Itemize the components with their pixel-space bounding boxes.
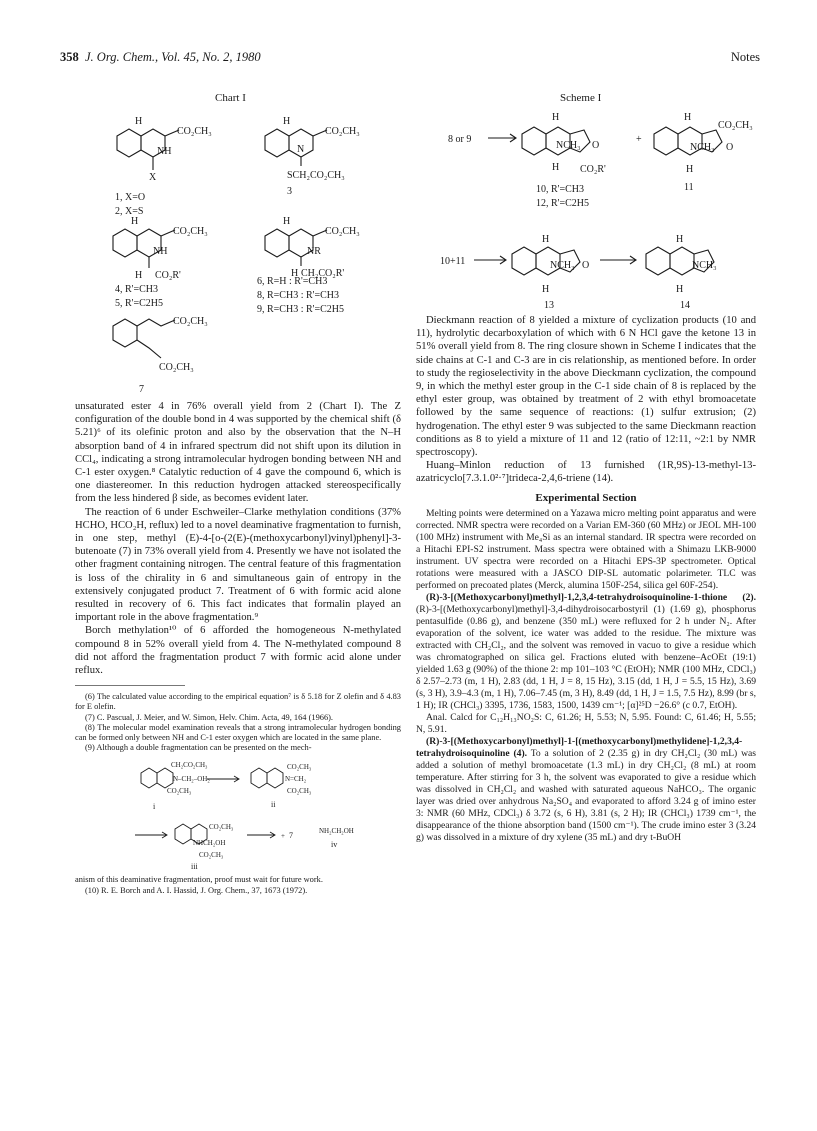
- svg-text:NCH₃: NCH₃: [556, 140, 581, 151]
- svg-text:O: O: [592, 140, 600, 151]
- svg-text:H: H: [291, 268, 299, 279]
- header-left: [60, 50, 261, 65]
- svg-text:CO₂CH₃: CO₂CH₃: [209, 823, 234, 832]
- svg-text:N=CH₂: N=CH₂: [285, 775, 307, 784]
- mech-label-iv: iv: [331, 840, 338, 850]
- svg-text:N: N: [297, 144, 305, 155]
- svg-text:CO₂CH₃: CO₂CH₃: [718, 120, 753, 131]
- right-paragraph-2: Huang–Minlon reduction of 13 furnished (1R,9S)-13-methyl-13-azatricyclo[7.3.1.0²·⁷]trideca-2,4,6-triene (14).: [416, 460, 756, 485]
- footnote-9-continued: anism of this deaminative fragmentation, proof must wait for future work.: [75, 875, 323, 885]
- svg-text:N–CH₂–OH₂: N–CH₂–OH₂: [173, 775, 210, 784]
- label-compound-3: 3: [287, 186, 292, 197]
- label-compound-12: 12, R'=C2H5: [536, 198, 590, 209]
- svg-text:CO₂CH₃: CO₂CH₃: [325, 126, 360, 137]
- footnote-10: (10) R. E. Borch and A. I. Hassid, J. Org. Chem., 37, 1673 (1972).: [85, 885, 308, 895]
- footnote-9: (9) Although a double fragmentation can be presented on the mech-: [85, 743, 312, 753]
- entry-thione-2-analysis: Anal. Calcd for C₁₂H₁₃NO₂S: C, 61.26; H, 5.53; N, 5.95. Found: C, 61.46; H, 5.55; N, 5.91.: [416, 711, 756, 735]
- svg-text:CO₂CH₃: CO₂CH₃: [177, 126, 212, 137]
- experimental-section-title: Experimental Section: [535, 491, 637, 504]
- left-column: [75, 400, 401, 896]
- label-compound-10: 10, R'=CH3: [536, 184, 585, 195]
- svg-text:NR: NR: [307, 246, 321, 257]
- svg-text:CO₂CH₃: CO₂CH₃: [167, 787, 192, 796]
- left-paragraph-2: The reaction of 6 under Eschweiler–Clarke methylation conditions (37% HCHO, HCO₂H, reflux) led to a novel deaminative fragmentation to furnish, in one step, methyl (E)-4-[o-(2(E)-(methoxycarbonyl)vinyl)phenyl]-3-butenoate (7) in 73% overall yield from 4. Presently we have not isolated the other fragment containing nitrogen. The central feature of this fragmentation is loss of the chirality in 6 and simultaneous gain of entropy in the extensively conjugated product 7. Treatment of 6 with formic acid alone resulted in recovery of 6. This fact indicates that formalin played an important role in the above fragmentation.⁹: [75, 506, 401, 624]
- svg-text:NH: NH: [153, 246, 168, 257]
- svg-text:CO₂CH₃: CO₂CH₃: [173, 226, 208, 237]
- entry-thione-2-body: (R)-3-[(Methoxycarbonyl)methyl]-3,4-dihydroisocarbostyril (1) (1.69 g), phosphorus pentasulfide (0.86 g), and benzene (350 mL) were refluxed for 2 h under N₂. After evaporation of the solvent, ice water was added to the residue. The mixture was extracted with CH₂Cl₂, and the solvent was removed in vacuo to give a residue which was chromatographed on silica gel. Fractions eluted with benzene–AcOEt (19:1) yielded 1.63 g (90%) of the thione 2: mp 101–103 °C (EtOH); NMR (100 MHz, CDCl₃) δ 2.57–2.73 (m, 1 H), 2.83 (dd, 1 H, J = 8, 15 Hz), 3.15 (dd, 1 H, J = 5.5, 15 Hz), 3.69 (s, 3 H), 3.9–4.3 (m, 1 H), 7.06–7.45 (m, 3 H), 8.49 (dd, 1 H, J = 1.5, 7.5 Hz), 8.99 (br s, 1 H); IR (CHCl₃) 3395, 1736, 1583, 1500, 1439 cm⁻¹; [α]²⁵D −26.6° (c 0.7, EtOH).: [416, 603, 756, 711]
- entry-thione-2: [416, 592, 756, 712]
- label-compound-2: 2, X=S: [115, 206, 144, 217]
- label-compound-9: 9, R=CH3 : R'=C2H5: [257, 304, 344, 315]
- label-compound-14: 14: [680, 300, 690, 311]
- label-compound-5: 5, R'=C2H5: [115, 298, 164, 309]
- left-paragraph-3: Borch methylation¹⁰ of 6 afforded the homogeneous N-methylated compound 8 in 52% overall yield from 4. The N-methylated compound 8 did not afford the fragmentation product 7 with formic acid alone under reflux.: [75, 625, 401, 677]
- svg-text:NCH₃: NCH₃: [692, 260, 717, 271]
- svg-text:H: H: [552, 112, 560, 123]
- mech-label-i: i: [153, 802, 156, 812]
- mech-label-iii: iii: [191, 862, 198, 872]
- scheme-reactant: 8 or 9: [448, 134, 472, 145]
- right-column: [416, 314, 756, 844]
- label-compound-13: 13: [544, 300, 554, 311]
- svg-text:H: H: [676, 234, 684, 245]
- svg-text:H: H: [542, 284, 550, 295]
- svg-text:+: +: [281, 832, 285, 841]
- svg-text:H: H: [686, 164, 694, 175]
- entry-thione-2-title: (R)-3-[(Methoxycarbonyl)methyl]-1,2,3,4-tetrahydroisoquinoline-1-thione (2).: [426, 591, 756, 603]
- svg-text:O: O: [582, 260, 590, 271]
- svg-text:CH₂CO₂R': CH₂CO₂R': [301, 268, 345, 279]
- svg-text:H: H: [552, 162, 560, 173]
- svg-text:CO₂R': CO₂R': [580, 164, 606, 175]
- svg-text:H: H: [684, 112, 692, 123]
- svg-text:NH: NH: [157, 146, 172, 157]
- svg-text:CO₂CH₃: CO₂CH₃: [325, 226, 360, 237]
- footnote-6: (6) The calculated value according to the empirical equation⁷ is δ 5.18 for Z olefin and δ 4.83 for E olefin.: [75, 692, 401, 712]
- footnote-8: (8) The molecular model examination reveals that a strong intramolecular hydrogen bonding can be formed only between NH and C-1 ester oxygen which are located in the same plane.: [75, 722, 401, 743]
- scheme-structures: [440, 106, 760, 312]
- svg-text:H: H: [676, 284, 684, 295]
- svg-text:H: H: [542, 234, 550, 245]
- mech-label-7: 7: [289, 831, 293, 841]
- svg-text:H: H: [135, 116, 143, 127]
- svg-text:H: H: [131, 216, 139, 227]
- page-number: 358: [60, 50, 79, 64]
- mech-label-ii: ii: [271, 800, 276, 810]
- label-compound-4: 4, R'=CH3: [115, 284, 159, 295]
- svg-text:NH₂CH₂OH: NH₂CH₂OH: [319, 827, 354, 836]
- label-compound-7: 7: [139, 384, 144, 395]
- svg-text:NHCH₂OH: NHCH₂OH: [193, 839, 226, 848]
- experimental-intro: Melting points were determined on a Yazawa micro melting point apparatus and were corrected. NMR spectra were recorded on a Varian EM-360 (60 MHz) or JEOL MH-100 (100 MHz) instrument with Me₄Si as an internal standard. IR spectra were recorded on a Hitachi EPI-S2 instrument. Mass spectra were obtained with a Shimazu LKB-9000 instrument. UV spectra were recorded on a Hitachi EPS-3P spectrometer. Optical rotations were measured with a JASCO DIP-SL automatic polarimeter. TLC was performed on precoated plates (Merck, alumina 150F-254, silica gel 60F-254).: [416, 507, 756, 591]
- svg-text:H: H: [283, 216, 291, 227]
- label-compound-1: 1, X=O: [115, 192, 146, 203]
- svg-text:SCH₂CO₂CH₃: SCH₂CO₂CH₃: [287, 170, 345, 181]
- running-header: [60, 50, 760, 70]
- svg-text:CO₂CH₃: CO₂CH₃: [287, 763, 312, 772]
- svg-text:CO₂CH₃: CO₂CH₃: [199, 851, 224, 860]
- mechanism-figure: [75, 755, 401, 873]
- chart-title: Chart I: [215, 92, 246, 104]
- left-paragraph-1: unsaturated ester 4 in 76% overall yield from 2 (Chart I). The Z configuration of the double bond in 4 was supported by the chemical shift (δ 5.21)⁶ of its olefinic proton and also by the observation that the N–H absorption band of 4 in infrared spectrum did not shift upon its dilution in CCl₄, indicating a strong intramolecular hydrogen bonding between NH and C-1 ester oxygen.⁸ Catalytic reduction of 4 gave the compound 6, which is one diastereomer. In this reduction hydrogen attacked stereospecifically from the less hindered β side, as becomes evident later.: [75, 401, 401, 505]
- journal-citation: J. Org. Chem., Vol. 45, No. 2, 1980: [85, 50, 261, 64]
- svg-text:H: H: [135, 270, 143, 281]
- label-compound-6: 6, R=H : R'=CH3: [257, 276, 328, 287]
- section-name: Notes: [730, 50, 760, 64]
- svg-text:NCH₃: NCH₃: [690, 142, 715, 153]
- footnote-rule: [75, 685, 185, 686]
- svg-text:CO₂CH₃: CO₂CH₃: [173, 316, 208, 327]
- scheme-title: Scheme I: [560, 92, 602, 104]
- label-compound-11: 11: [684, 182, 694, 193]
- entry-ester-4: [416, 736, 756, 844]
- label-compound-8: 8, R=CH3 : R'=CH3: [257, 290, 339, 301]
- svg-text:CO₂CH₃: CO₂CH₃: [287, 787, 312, 796]
- svg-text:CO₂CH₃: CO₂CH₃: [159, 362, 194, 373]
- svg-text:+: +: [636, 134, 642, 145]
- svg-text:CH₂CO₂CH₃: CH₂CO₂CH₃: [171, 761, 208, 770]
- label-sum-10-11: 10+11: [440, 256, 466, 267]
- entry-ester-4-body: To a solution of 2 (2.35 g) in dry CH₂Cl₂ (30 mL) was added a solution of methyl bromoacetate (1.3 mL) in dry CH₂Cl₂ (8 mL) at room temperature. After stirring for 3 h, the solvent was evaporated to give a residue which was dissolved in CH₂Cl₂ and washed with saturated aqueous NaHCO₃. The organic layer was dried over anhydrous Na₂SO₄ and evaporated to afford 3.24 g of imino ester 3: NMR (60 MHz, CDCl₃) δ 3.72 (s, 6 H), 3.81 (s, 2 H); IR (CHCl₃) 1739 cm⁻¹, the disappearance of the thione absorption band (1500 cm⁻¹). The crude imino ester 3 (3.24 g) was dissolved in a mixture of dry xylene (35 mL) and dry t-BuOH: [416, 747, 756, 843]
- svg-text:O: O: [726, 142, 734, 153]
- svg-text:H: H: [283, 116, 291, 127]
- footnote-7: (7) C. Pascual, J. Meier, and W. Simon, Helv. Chim. Acta, 49, 164 (1966).: [85, 712, 334, 722]
- svg-text:NCH₃: NCH₃: [550, 260, 575, 271]
- entry-ester-4-title: (R)-3-[(Methoxycarbonyl)methyl]-1-[(methoxycarbonyl)methylidene]-1,2,3,4-tetrahydroisoquinoline (4).: [416, 735, 743, 759]
- svg-text:CO₂R': CO₂R': [155, 270, 181, 281]
- right-paragraph-1: Dieckmann reaction of 8 yielded a mixture of cyclization products (10 and 11), hydrolytic decarboxylation of which with 6 N HCl gave the ketone 13 in 51% overall yield from 8. The ring closure shown in Scheme I indicates that the side chains at C-1 and C-3 are in cis relationship, as mentioned before. In order to study the regioselectivity in the above Dieckmann cyclization, the compound 9, in which the methyl ester group in the C-1 side chain of 8 is replaced by the ethyl ester group, was obtained by treatment of 2 with ethyl bromoacetate followed by the same sequence of reactions: (1) sulfur extrusion; (2) hydrogenation. The ethyl ester 9 was subjected to the same Dieckmann reaction conditions as 8 to yield a mixture of 11 and 12 (ratio of 12:11, ~2:1 by NMR spectroscopy).: [416, 315, 756, 459]
- svg-text:X: X: [149, 172, 157, 183]
- chart-structures: [95, 108, 405, 400]
